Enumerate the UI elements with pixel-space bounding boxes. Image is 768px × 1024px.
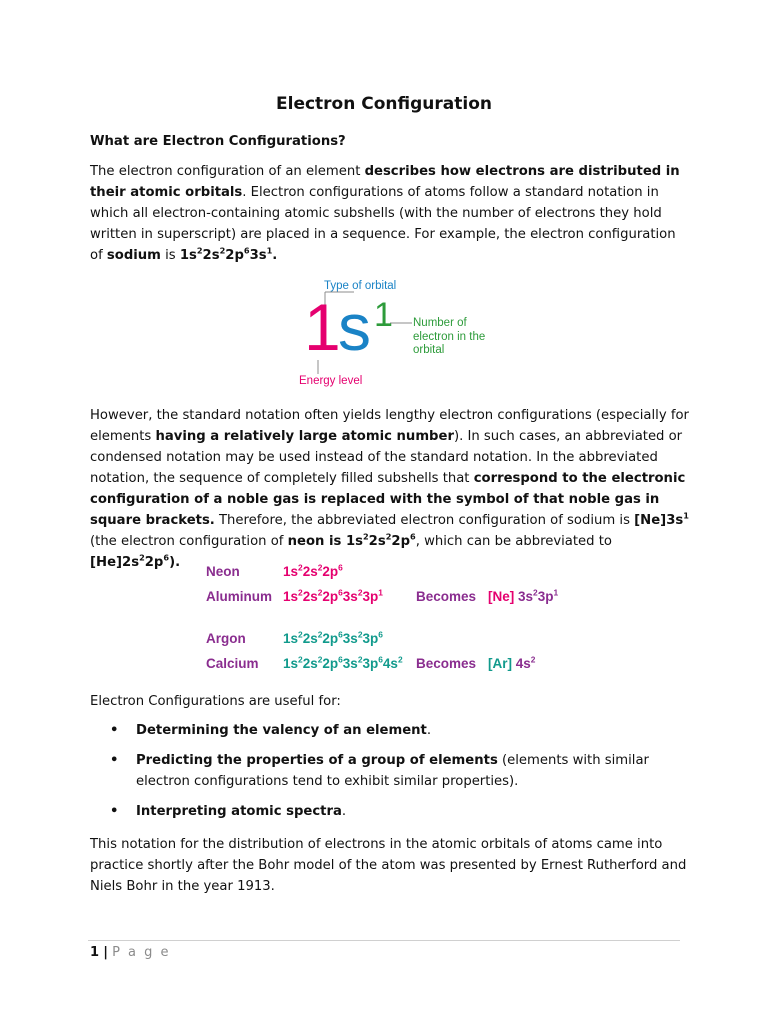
element-name: Aluminum	[206, 589, 272, 604]
bullet-bold-text: Interpreting atomic spectra	[136, 804, 342, 819]
p2-bold-atomic-number: having a relatively large atomic number	[155, 429, 454, 444]
paragraph-history: This notation for the distribution of electrons in the atomic orbitals of atoms came into practice shortly after the Bohr model of the atom was presented by Ernest Rutherford and Niels Bohr in the year 1913.	[90, 837, 687, 894]
bullet-bold-text: Predicting the properties of a group of elements	[136, 753, 498, 768]
footer-page-label: P a g e	[112, 945, 171, 960]
electron-count-superscript: 1	[374, 296, 393, 334]
bullet-rest-text: (elements with similar electron configurations tend to exhibit similar properties).	[136, 753, 649, 789]
energy-level-label: Energy level	[299, 375, 363, 387]
noble-gas-config-table	[204, 564, 584, 676]
p1-text-c: . Electron configurations of atoms follow a standard notation in which all electron-containing atomic subshells (with the number of electrons they hold written in superscript) are placed in a sequence. For example, the electron configuration of	[90, 185, 676, 263]
becomes-label: Becomes	[416, 656, 477, 671]
p1-text-a: The electron configuration of an element	[90, 164, 365, 179]
p2-bold-noble-gas-rule: correspond to the electronic configuration of a noble gas is replaced with the symbol of that noble gas in square brackets.	[90, 471, 686, 528]
config-row-aluminum	[204, 589, 584, 609]
p2-bold-sodium-abbrev: $[Ne]3s^1$	[634, 510, 689, 528]
full-configuration: $1s^22s^22p^63s^23p^1$	[283, 587, 383, 604]
p1-text-d: is	[160, 248, 180, 263]
p1-bold-definition: describes how electrons are distributed in their atomic orbitals	[90, 164, 680, 200]
p2-text-d: Therefore, the abbreviated electron configuration of sodium is	[214, 513, 635, 528]
bullet-rest-text: .	[426, 723, 432, 738]
footer-divider	[88, 940, 680, 941]
becomes-label: Becomes	[416, 589, 477, 604]
element-name: Argon	[206, 631, 246, 646]
orbital-notation-diagram	[292, 274, 492, 394]
number-of-electron-label: Number of electron in the orbital	[413, 317, 486, 356]
energy-level-digit: 1	[304, 290, 341, 364]
bullet-rest-text: .	[341, 804, 347, 819]
bullet-icon: •	[110, 723, 119, 738]
abbreviated-configuration: [Ar] $4s^2$	[488, 654, 536, 671]
p2-text-c: ). In such cases, an abbreviated or condensed notation may be used instead of the standard notation. In the abbreviated notation, the sequence of completely filled subshells that	[90, 429, 683, 486]
element-name: Calcium	[206, 656, 259, 671]
p1-bold-sodium: sodium	[106, 248, 161, 263]
bullet-item	[110, 720, 670, 741]
abbreviated-configuration: [Ne] $3s^23p^1$	[488, 587, 559, 604]
p2-text-e: (the electron configuration of	[90, 534, 288, 549]
bullet-icon: •	[110, 804, 119, 819]
bullet-bold-text: Determining the valency of an element	[136, 723, 427, 738]
p2-text-f: , which can be abbreviated to	[415, 534, 612, 549]
config-row-neon	[204, 564, 584, 584]
config-row-calcium	[204, 656, 584, 676]
full-configuration: $1s^22s^22p^6$	[283, 562, 343, 579]
section-heading: What are Electron Configurations?	[90, 134, 346, 149]
full-configuration: $1s^22s^22p^63s^23p^64s^2$	[283, 654, 403, 671]
orbital-type-letter: s	[338, 290, 371, 364]
footer-separator: |	[103, 945, 108, 960]
p2-bold-neon-config: neon is $1s^22s^22p^6$	[287, 531, 416, 549]
p2-bold-he-abbrev: $[He]2s^22p^6$).	[90, 552, 181, 570]
useful-intro: Electron Configurations are useful for:	[90, 694, 341, 709]
type-of-orbital-label: Type of orbital	[324, 280, 397, 292]
bullet-item	[110, 750, 670, 792]
page-footer	[90, 944, 171, 962]
p2-text-a: However, the standard notation often yields lengthy electron configurations (especially for elements	[90, 408, 689, 444]
paragraph-intro	[90, 161, 690, 266]
p1-sodium-config: $1s^22s^22p^63s^1$.	[179, 245, 278, 263]
bullet-item	[110, 801, 670, 822]
full-configuration: $1s^22s^22p^63s^23p^6$	[283, 629, 383, 646]
bullet-icon: •	[110, 753, 119, 768]
element-name: Neon	[206, 564, 240, 579]
paragraph-abbreviated	[90, 405, 690, 573]
document-title: Electron Configuration	[276, 94, 492, 114]
config-row-argon	[204, 631, 584, 651]
footer-page-number: 1	[90, 945, 100, 960]
